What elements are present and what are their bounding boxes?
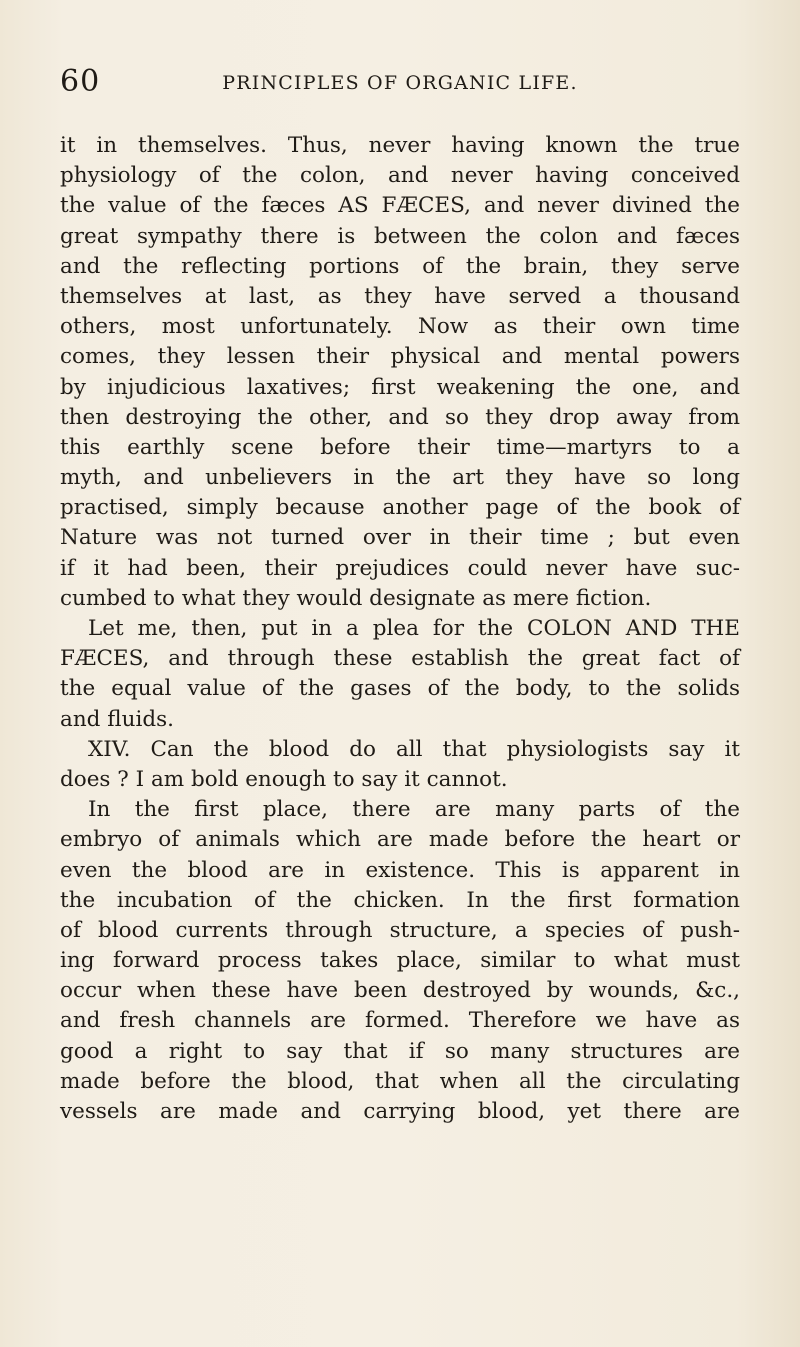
text-line: myth, and unbelievers in the art they have so long xyxy=(60,465,740,491)
text-line: Nature was not turned over in their time ; but even xyxy=(60,525,740,551)
text-line: even the blood are in existence. This is apparent in xyxy=(60,857,740,883)
text-line: good a right to say that if so many structures are xyxy=(60,1038,740,1064)
text-line: the value of the fæces AS FÆCES, and never divined the xyxy=(60,193,740,219)
text-line: embryo of animals which are made before the heart or xyxy=(60,827,740,853)
text-line: comes, they lessen their physical and mental powers xyxy=(60,344,740,370)
text-line: practised, simply because another page of the book of xyxy=(60,495,740,521)
text-line: In the first place, there are many parts of the xyxy=(88,797,740,823)
running-head: PRINCIPLES OF ORGANIC LIFE. xyxy=(222,72,578,94)
text-line: ing forward process takes place, similar to what must xyxy=(60,948,740,974)
text-line: the incubation of the chicken. In the first formation xyxy=(60,887,740,913)
body-text xyxy=(60,131,740,1127)
text-line: Let me, then, put in a plea for the COLON AND THE xyxy=(88,616,740,641)
text-line: does ? I am bold enough to say it cannot. xyxy=(60,766,508,792)
text-line: it in themselves. Thus, never having known the true xyxy=(60,133,740,158)
text-line: themselves at last, as they have served a thousand xyxy=(60,283,740,309)
text-line: by injudicious laxatives; first weakening the one, and xyxy=(60,374,740,400)
text-line: of blood currents through structure, a species of push- xyxy=(60,917,740,943)
text-line: vessels are made and carrying blood, yet there are xyxy=(60,1099,740,1124)
text-line: and the reflecting portions of the brain, they serve xyxy=(60,253,740,279)
text-line: then destroying the other, and so they drop away from xyxy=(60,404,740,430)
text-line: if it had been, their prejudices could never have suc- xyxy=(60,555,740,581)
text-line: the equal value of the gases of the body, to the solids xyxy=(60,676,740,702)
text-line: FÆCES, and through these establish the great fact of xyxy=(60,646,740,672)
text-line: great sympathy there is between the colon and fæces xyxy=(60,223,740,249)
text-line: and fresh channels are formed. Therefore we have as xyxy=(60,1008,740,1034)
text-line: others, most unfortunately. Now as their own time xyxy=(60,314,740,340)
text-line: cumbed to what they would designate as mere fiction. xyxy=(60,585,652,611)
page-number: 60 xyxy=(60,64,101,99)
text-line: this earthly scene before their time—martyrs to a xyxy=(60,434,740,460)
page-header xyxy=(60,62,740,102)
text-line: occur when these have been destroyed by wounds, &c., xyxy=(60,978,740,1004)
text-line: physiology of the colon, and never having conceived xyxy=(60,163,740,189)
text-line: XIV. Can the blood do all that physiologists say it xyxy=(88,736,740,762)
text-line: made before the blood, that when all the circulating xyxy=(60,1068,740,1094)
text-line: and fluids. xyxy=(60,706,174,732)
